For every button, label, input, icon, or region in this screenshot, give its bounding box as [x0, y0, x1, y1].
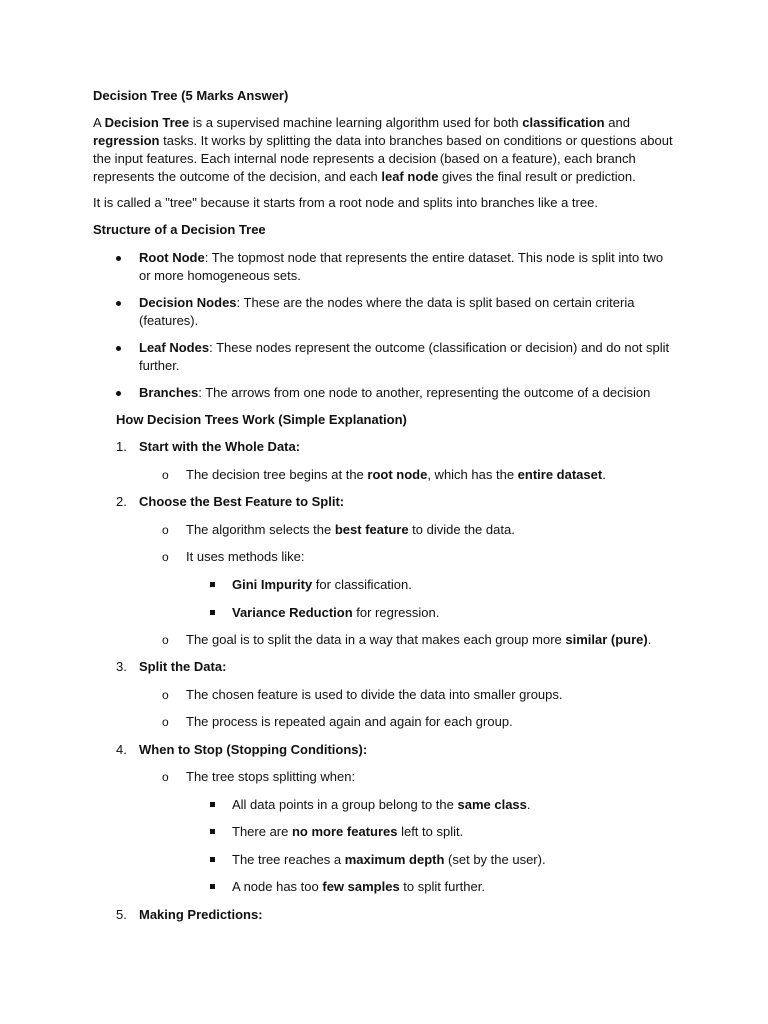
- step-label: Making Predictions:: [139, 907, 263, 922]
- sub-term: Variance Reduction: [232, 605, 353, 620]
- sub-text: for classification.: [312, 577, 412, 592]
- step-label: Split the Data:: [139, 659, 227, 674]
- step-number: 3.: [116, 659, 127, 674]
- list-item: [114, 339, 674, 375]
- list-item: [114, 249, 674, 285]
- list-item: [114, 294, 674, 330]
- sub-text: , which has the: [427, 467, 518, 482]
- sub-text: .: [647, 632, 652, 647]
- intro-text: tasks. It works by splitting the data into branches based on conditions or questions about the input features. Each internal node represents a decision (based on a feature), each branch represents the outcome of the decision, and each: [93, 133, 673, 184]
- step-number: 2.: [116, 494, 127, 509]
- sub-text: The goal is to split the data in a way that makes each group more: [186, 632, 566, 647]
- sub-text: There are: [232, 824, 292, 839]
- item-text: : The topmost node that represents the entire dataset. This node is split into two or more homogeneous sets.: [139, 250, 664, 283]
- sub-term: Gini Impurity: [232, 577, 313, 592]
- sub-text: The decision tree begins at the: [186, 467, 368, 482]
- intro-text: A: [93, 115, 105, 130]
- sub-item: [162, 768, 355, 786]
- list-item: [114, 384, 674, 402]
- item-term: Decision Nodes: [139, 295, 237, 310]
- sub-text: .: [602, 467, 606, 482]
- circle-bullet-icon: o: [162, 770, 169, 784]
- sub-sub-item: [210, 796, 531, 814]
- step-item: [116, 493, 344, 511]
- step-number: 4.: [116, 742, 127, 757]
- square-bullet-icon: [210, 829, 215, 834]
- step-item: [116, 438, 300, 456]
- sub-item: [162, 548, 305, 566]
- sub-sub-item: [210, 604, 439, 622]
- sub-item: [162, 631, 651, 649]
- sub-sub-item: [210, 823, 463, 841]
- square-bullet-icon: [210, 857, 215, 862]
- sub-text: All data points in a group belong to the: [232, 797, 458, 812]
- sub-sub-item: [210, 851, 546, 869]
- item-text: : The arrows from one node to another, representing the outcome of a decision: [198, 385, 651, 400]
- item-term: Root Node: [139, 250, 205, 265]
- square-bullet-icon: [210, 610, 215, 615]
- intro-term: Decision Tree: [104, 115, 190, 130]
- sub-text: to divide the data.: [408, 522, 515, 537]
- step-number: 1.: [116, 439, 127, 454]
- circle-bullet-icon: o: [162, 468, 169, 482]
- intro-text: and: [604, 115, 630, 130]
- sub-term: root node: [367, 467, 428, 482]
- sub-text: to split further.: [399, 879, 485, 894]
- circle-bullet-icon: o: [162, 550, 169, 564]
- page-title: Decision Tree (5 Marks Answer): [93, 88, 289, 103]
- sub-text: It uses methods like:: [186, 549, 305, 564]
- step-item: [116, 741, 367, 759]
- intro-term: leaf node: [381, 169, 439, 184]
- intro-text: is a supervised machine learning algorithm used for both: [189, 115, 523, 130]
- sub-text: The algorithm selects the: [186, 522, 335, 537]
- sub-item: [162, 686, 563, 704]
- square-bullet-icon: [210, 582, 215, 587]
- structure-heading: Structure of a Decision Tree: [93, 222, 266, 237]
- circle-bullet-icon: o: [162, 633, 169, 647]
- square-bullet-icon: [210, 802, 215, 807]
- sub-term: entire dataset: [517, 467, 603, 482]
- sub-text: left to split.: [397, 824, 464, 839]
- step-label: When to Stop (Stopping Conditions):: [139, 742, 368, 757]
- sub-text: (set by the user).: [444, 852, 546, 867]
- circle-bullet-icon: o: [162, 715, 169, 729]
- step-label: Start with the Whole Data:: [139, 439, 301, 454]
- sub-term: best feature: [334, 522, 409, 537]
- intro-paragraph: [93, 114, 683, 186]
- circle-bullet-icon: o: [162, 688, 169, 702]
- sub-term: similar (pure): [565, 632, 648, 647]
- intro-term: regression: [93, 133, 160, 148]
- how-heading: How Decision Trees Work (Simple Explanation): [116, 412, 407, 427]
- item-text: : These are the nodes where the data is split based on certain criteria (features).: [139, 295, 635, 328]
- square-bullet-icon: [210, 884, 215, 889]
- sub-item: [162, 521, 515, 539]
- sub-text: A node has too: [232, 879, 323, 894]
- sub-text: The tree reaches a: [232, 852, 345, 867]
- sub-text: The process is repeated again and again for each group.: [186, 714, 513, 729]
- sub-item: [162, 713, 513, 731]
- sub-sub-item: [210, 576, 412, 594]
- intro-text: gives the final result or prediction.: [438, 169, 636, 184]
- sub-term: few samples: [322, 879, 400, 894]
- step-label: Choose the Best Feature to Split:: [139, 494, 345, 509]
- intro-term: classification: [522, 115, 605, 130]
- sub-item: [162, 466, 606, 484]
- item-term: Leaf Nodes: [139, 340, 210, 355]
- sub-term: same class: [457, 797, 527, 812]
- sub-text: for regression.: [352, 605, 440, 620]
- sub-text: The chosen feature is used to divide the data into smaller groups.: [186, 687, 563, 702]
- step-item: [116, 906, 263, 924]
- step-item: [116, 658, 226, 676]
- sub-term: no more features: [291, 824, 398, 839]
- sub-term: maximum depth: [344, 852, 445, 867]
- item-term: Branches: [139, 385, 199, 400]
- sub-text: The tree stops splitting when:: [186, 769, 356, 784]
- sub-text: .: [526, 797, 531, 812]
- circle-bullet-icon: o: [162, 523, 169, 537]
- item-text: : These nodes represent the outcome (classification or decision) and do not split further.: [139, 340, 670, 373]
- sub-sub-item: [210, 878, 485, 896]
- step-number: 5.: [116, 907, 127, 922]
- tree-explanation: It is called a "tree" because it starts from a root node and splits into branches like a tree.: [93, 195, 598, 210]
